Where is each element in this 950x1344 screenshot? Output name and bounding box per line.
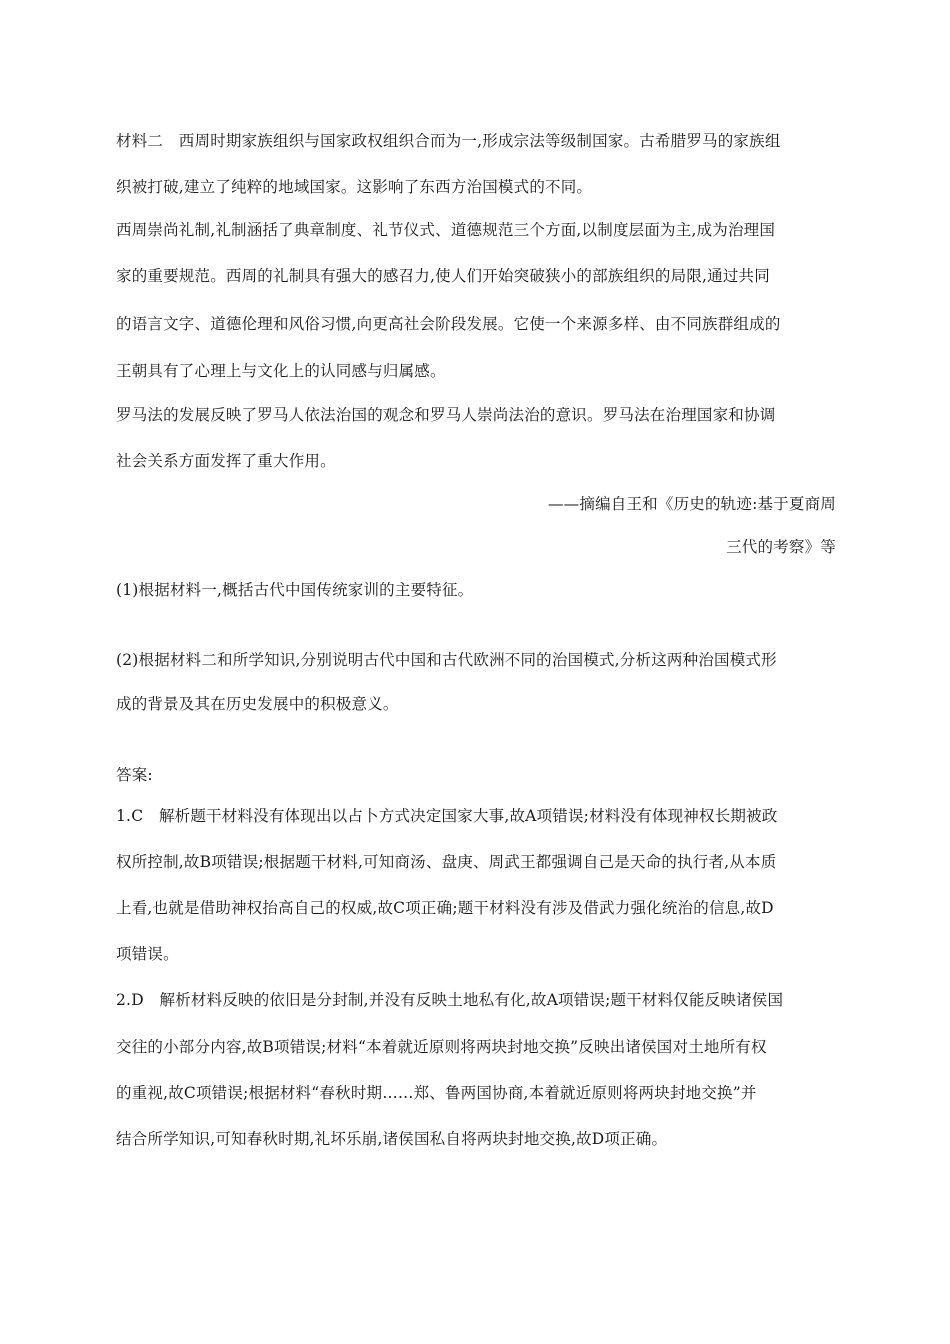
question-1: (1)根据材料一,概括古代中国传统家训的主要特征。 [116,581,474,599]
question-2-line-1: (2)根据材料二和所学知识,分别说明古代中国和古代欧洲不同的治国模式,分析这两种治国模式形 [116,651,777,669]
material-two-line-1: 材料二 西周时期家族组织与国家政权组织合而为一,形成宗法等级制国家。古希腊罗马的家族组 [116,132,781,150]
question-2-line-2: 成的背景及其在历史发展中的积极意义。 [116,695,399,713]
answer-1-line-2: 权所控制,故B项错误;根据题干材料,可知商汤、盘庚、周武王都强调自己是天命的执行者,从本质 [116,853,777,871]
answer-2-line-3: 的重视,故C项错误;根据材料“春秋时期……郑、鲁两国协商,本着就近原则将两块封地交换”并 [116,1084,757,1102]
paragraph-line: 家的重要规范。西周的礼制具有强大的感召力,使人们开始突破狭小的部族组织的局限,通过共同 [116,267,770,285]
paragraph-line: 的语言文字、道德伦理和风俗习惯,向更高社会阶段发展。它使一个来源多样、由不同族群组成的 [116,315,781,333]
paragraph-line: 社会关系方面发挥了重大作用。 [116,452,336,470]
source-citation-line-2: 三代的考察》等 [726,538,836,556]
paragraph-line: 王朝具有了心理上与文化上的认同感与归属感。 [116,362,446,380]
answer-1-line-1: 1.C 解析题干材料没有体现出以占卜方式决定国家大事,故A项错误;材料没有体现神权长期被政 [116,807,778,825]
material-two-line-2: 织被打破,建立了纯粹的地域国家。这影响了东西方治国模式的不同。 [116,178,593,196]
answer-1-line-4: 项错误。 [116,945,179,963]
answer-heading: 答案: [116,766,153,784]
source-citation-line-1: ——摘编自王和《历史的轨迹:基于夏商周 [547,495,836,513]
answer-2-line-2: 交往的小部分内容,故B项错误;材料“本着就近原则将两块封地交换”反映出诸侯国对土地所有权 [116,1038,767,1056]
answer-2-line-4: 结合所学知识,可知春秋时期,礼坏乐崩,诸侯国私自将两块封地交换,故D项正确。 [116,1130,668,1148]
paragraph-line: 西周崇尚礼制,礼制涵括了典章制度、礼节仪式、道德规范三个方面,以制度层面为主,成为治理国 [116,221,776,239]
paragraph-line: 罗马法的发展反映了罗马人依法治国的观念和罗马人崇尚法治的意识。罗马法在治理国家和协调 [116,406,776,424]
answer-1-line-3: 上看,也就是借助神权抬高自己的权威,故C项正确;题干材料没有涉及借武力强化统治的信息,故D [116,899,774,917]
answer-2-line-1: 2.D 解析材料反映的依旧是分封制,并没有反映土地私有化,故A项错误;题干材料仅能反映诸侯国 [116,991,784,1009]
